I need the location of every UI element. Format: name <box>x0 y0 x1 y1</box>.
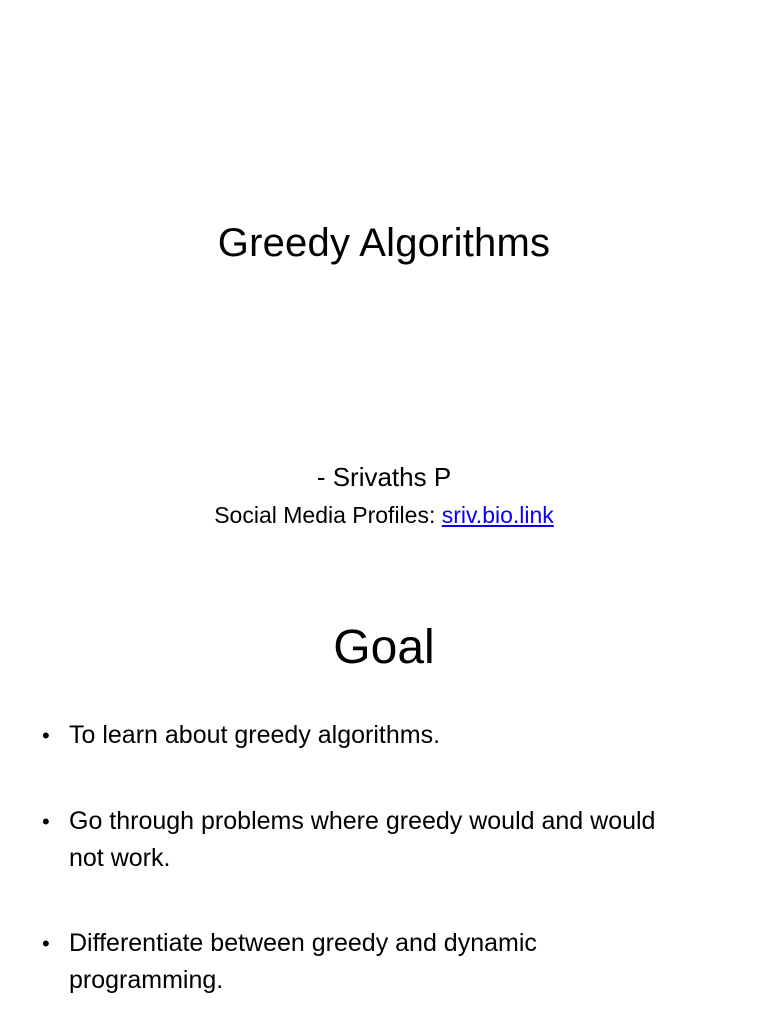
list-item <box>42 925 662 999</box>
bullet-text: Differentiate between greedy and dynamic programming. <box>69 929 537 994</box>
bullet-icon: • <box>42 931 50 956</box>
bullet-text: To learn about greedy algorithms. <box>69 721 441 749</box>
social-profiles-label: Social Media Profiles: <box>214 502 442 528</box>
slide-title: Greedy Algorithms <box>217 221 551 265</box>
list-item <box>42 717 662 754</box>
social-profiles-line <box>0 500 768 530</box>
bullet-icon: • <box>42 723 50 748</box>
goal-heading: Goal <box>333 621 435 674</box>
goal-slide <box>0 576 768 1024</box>
bullet-text: Go through problems where greedy would and would not work. <box>69 807 656 872</box>
author-name: - Srivaths P <box>316 462 452 492</box>
social-profiles-link[interactable]: sriv.bio.link <box>441 502 554 528</box>
list-item <box>42 803 662 877</box>
bullet-icon: • <box>42 809 50 834</box>
